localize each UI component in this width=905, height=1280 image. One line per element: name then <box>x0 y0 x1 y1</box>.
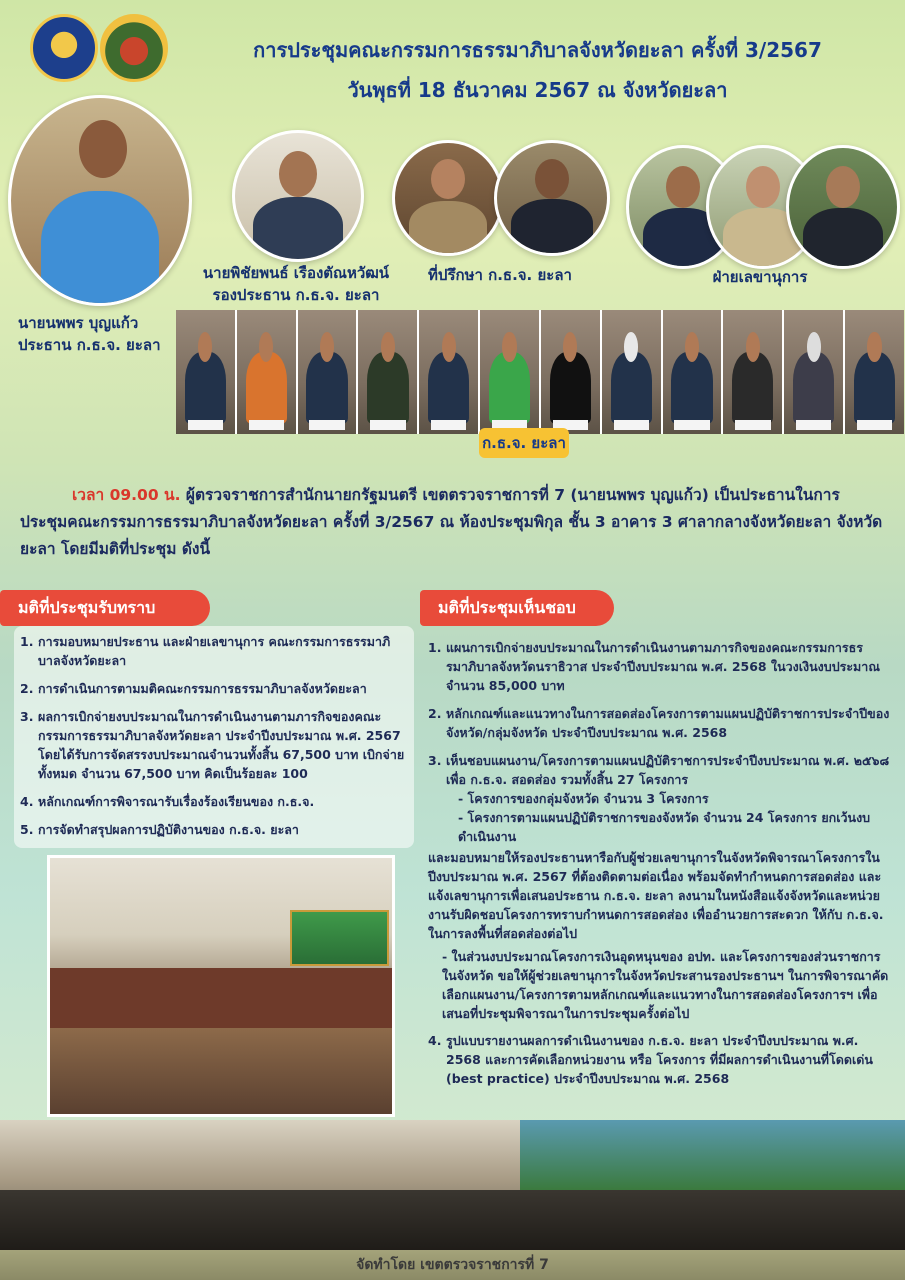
approved-paragraph-1: และมอบหมายให้รองประธานหารือกับผู้ช่วยเลขานุการในจังหวัดพิจารณาโครงการในปีงบประมาณ พ.ศ. 2567 ที่ต้องติดตามต่อเนื่อง พร้อมจัดทำกำหนดการสอดส่อง และแจ้งเลขานุการเพื่อเสนอประธาน ก.ธ.จ. ยะลา ลงนามในหนังสือแจ้งจังหวัดและหน่วยงานรับผิดชอบโครงการทราบกำหนดการสอดส่อง เพื่ออำนวยการสะดวก ให้กับ ก.ธ.จ. ในการลงพื้นที่สอดส่องต่อไป <box>428 850 884 941</box>
committee-member-photo <box>237 310 298 434</box>
approved-item-3: 3. เห็นชอบแผนงาน/โครงการตามแผนปฏิบัติราชการประจำปีงบประมาณ พ.ศ. ๒๕๖๘ เพื่อ ก.ธ.จ. สอดส่อง รวมทั้งสิ้น 27 โครงการ - โครงการของกลุ่มจังหวัด จำนวน 3 โครงการ - โครงการตามแผนปฏิบัติราชการของจังหวัด จำนวน 24 โครงการ ยกเว้นงบดำเนินงาน <box>428 751 892 846</box>
advisor-photo-1 <box>392 140 504 256</box>
vice-chair-photo <box>232 130 364 262</box>
vice-chair-caption <box>186 262 406 306</box>
vice-chair-name: นายพิชัยพนธ์ เรืองตัณหวัฒน์ <box>202 264 390 282</box>
acknowledged-item-text: หลักเกณฑ์การพิจารณารับเรื่องร้องเรียนของ ก.ธ.จ. <box>38 794 315 809</box>
committee-member-photo <box>358 310 419 434</box>
chair-caption <box>0 312 183 356</box>
acknowledged-item <box>20 820 408 839</box>
acknowledged-list-box <box>14 626 414 848</box>
committee-member-photo <box>784 310 845 434</box>
intro-paragraph <box>20 482 885 563</box>
committee-member-photo <box>845 310 904 434</box>
acknowledged-item-text: การมอบหมายประธาน และฝ่ายเลขานุการ คณะกรรมการธรรมาภิบาลจังหวัดยะลา <box>38 634 391 668</box>
committee-member-photo <box>176 310 237 434</box>
government-seal-logo <box>30 14 98 82</box>
presentation-screen <box>520 1120 905 1190</box>
acknowledged-item <box>20 707 408 783</box>
acknowledged-item <box>20 679 408 698</box>
acknowledged-item <box>20 792 408 811</box>
yala-province-logo <box>100 14 168 82</box>
advisor-photo-2 <box>494 140 610 256</box>
secretariat-caption: ฝ่ายเลขานุการ <box>712 268 808 286</box>
committee-member-photo <box>723 310 784 434</box>
acknowledged-item-number: 1. <box>20 634 34 649</box>
meeting-attendees-photo <box>0 1120 905 1250</box>
approved-item-1-text: แผนการเบิกจ่ายงบประมาณในการดำเนินงานตามภารกิจของคณะกรรมการธรรมาภิบาลจังหวัดนราธิวาส ประจำปีงบประมาณ พ.ศ. 2568 ในวงเงินงบประมาณ จำนวน 85,000 บาท <box>446 640 880 693</box>
committee-member-photo <box>541 310 602 434</box>
acknowledged-item <box>20 632 408 670</box>
approved-item-1: 1. แผนการเบิกจ่ายงบประมาณในการดำเนินงานตามภารกิจของคณะกรรมการธรรมาภิบาลจังหวัดนราธิวาส ประจำปีงบประมาณ พ.ศ. 2568 ในวงเงินงบประมาณ จำนวน 85,000 บาท <box>428 640 880 693</box>
committee-badge: ก.ธ.จ. ยะลา <box>479 428 569 458</box>
advisor-caption: ที่ปรึกษา ก.ธ.จ. ยะลา <box>428 266 572 284</box>
chair-name: นายนพพร บุญแก้ว <box>18 314 139 332</box>
approved-item-3-sub-2: - โครงการตามแผนปฏิบัติราชการของจังหวัด จำนวน 24 โครงการ ยกเว้นงบดำเนินงาน <box>458 810 871 844</box>
acknowledged-item-number: 4. <box>20 794 34 809</box>
acknowledged-item-text: ผลการเบิกจ่ายงบประมาณในการดำเนินงานตามภารกิจของคณะกรรมการธรรมาภิบาลจังหวัดยะลา ประจำปีงบประมาณ พ.ศ. 2567 โดยได้รับการจัดสรรงบประมาณจำนวนทั้งสิ้น 67,500 บาท เบิกจ่ายทั้งหมด จำนวน 67,500 บาท คิดเป็นร้อยละ 100 <box>38 709 405 781</box>
approved-item-2-text: หลักเกณฑ์และแนวทางในการสอดส่องโครงการตามแผนปฏิบัติราชการประจำปีของจังหวัด/กลุ่มจังหวัด ประจำปีงบประมาณ พ.ศ. 2568 <box>446 706 890 740</box>
intro-text: ผู้ตรวจราชการสำนักนายกรัฐมนตรี เขตตรวจราชการที่ 7 (นายนพพร บุญแก้ว) เป็นประธานในการประชุมคณะกรรมการธรรมาภิบาลจังหวัดยะลา ครั้งที่ 3/2567 ณ ห้องประชุมพิกุล ชั้น 3 อาคาร 3 ศาลากลางจังหวัดยะลา จังหวัดยะลา โดยมีมติที่ประชุม ดังนี้ <box>20 486 883 558</box>
approved-list <box>428 638 892 846</box>
committee-members-photo-strip <box>176 310 904 434</box>
meeting-room-photo <box>47 855 395 1117</box>
chair-photo <box>8 95 192 306</box>
secretariat-photo-3 <box>786 145 900 269</box>
committee-member-photo <box>480 310 541 434</box>
acknowledged-item-text: การดำเนินการตามมติคณะกรรมการธรรมาภิบาลจังหวัดยะลา <box>38 681 367 696</box>
committee-member-photo <box>602 310 663 434</box>
acknowledged-item-text: การจัดทำสรุปผลการปฏิบัติงานของ ก.ธ.จ. ยะลา <box>38 822 299 837</box>
acknowledged-item-number: 5. <box>20 822 34 837</box>
acknowledged-item-number: 3. <box>20 709 34 724</box>
committee-member-photo <box>663 310 724 434</box>
title-line-1: การประชุมคณะกรรมการธรรมาภิบาลจังหวัดยะลา ครั้งที่ 3/2567 <box>253 38 822 62</box>
projector-screen <box>290 910 389 966</box>
acknowledged-item-number: 2. <box>20 681 34 696</box>
acknowledged-list <box>20 632 408 839</box>
approved-paragraph-2: - ในส่วนงบประมาณโครงการเงินอุดหนุนของ อปท. และโครงการของส่วนราชการในจังหวัด ขอให้ผู้ช่วยเลขานุการในจังหวัดประสานรองประธานฯ ในการพิจารณาคัดเลือกแผนงาน/โครงการตามหลักเกณฑ์และแนวทางในการสอดส่องโครงการฯ เพื่อเสนอที่ประชุมพิจารณาในการประชุมครั้งต่อไป <box>442 949 889 1021</box>
approved-content <box>428 638 892 1097</box>
acknowledged-heading: มติที่ประชุมรับทราบ <box>0 590 210 626</box>
footer-credit: จัดทำโดย เขตตรวจราชการที่ 7 <box>0 1250 905 1280</box>
committee-member-photo <box>298 310 359 434</box>
approved-item-2: 2. หลักเกณฑ์และแนวทางในการสอดส่องโครงการตามแผนปฏิบัติราชการประจำปีของจังหวัด/กลุ่มจังหวัด ประจำปีงบประมาณ พ.ศ. 2568 <box>428 706 890 740</box>
approved-heading: มติที่ประชุมเห็นชอบ <box>420 590 614 626</box>
approved-list-cont <box>428 1031 892 1088</box>
approved-item-3-text: เห็นชอบแผนงาน/โครงการตามแผนปฏิบัติราชการประจำปีงบประมาณ พ.ศ. ๒๕๖๘ เพื่อ ก.ธ.จ. สอดส่อง รวมทั้งสิ้น 27 โครงการ <box>446 753 890 787</box>
title-line-2: วันพุธที่ 18 ธันวาคม 2567 ณ จังหวัดยะลา <box>347 78 728 102</box>
committee-member-photo <box>419 310 480 434</box>
vice-chair-role: รองประธาน ก.ธ.จ. ยะลา <box>212 286 380 304</box>
approved-item-3-sub-1: - โครงการของกลุ่มจังหวัด จำนวน 3 โครงการ <box>458 791 709 806</box>
intro-time: เวลา 09.00 น. <box>72 486 181 504</box>
approved-item-4: 4. รูปแบบรายงานผลการดำเนินงานของ ก.ธ.จ. ยะลา ประจำปีงบประมาณ พ.ศ. 2568 และการคัดเลือกหน่วยงาน หรือ โครงการ ที่มีผลการดำเนินงานที่โดดเด่น (best practice) ประจำปีงบประมาณ พ.ศ. 2568 <box>428 1033 873 1086</box>
approved-item-4-text: รูปแบบรายงานผลการดำเนินงานของ ก.ธ.จ. ยะลา ประจำปีงบประมาณ พ.ศ. 2568 และการคัดเลือกหน่วยงาน หรือ โครงการ ที่มีผลการดำเนินงานที่โดดเด่น (best practice) ประจำปีงบประมาณ พ.ศ. 2568 <box>446 1033 873 1086</box>
chair-role: ประธาน ก.ธ.จ. ยะลา <box>18 336 161 354</box>
